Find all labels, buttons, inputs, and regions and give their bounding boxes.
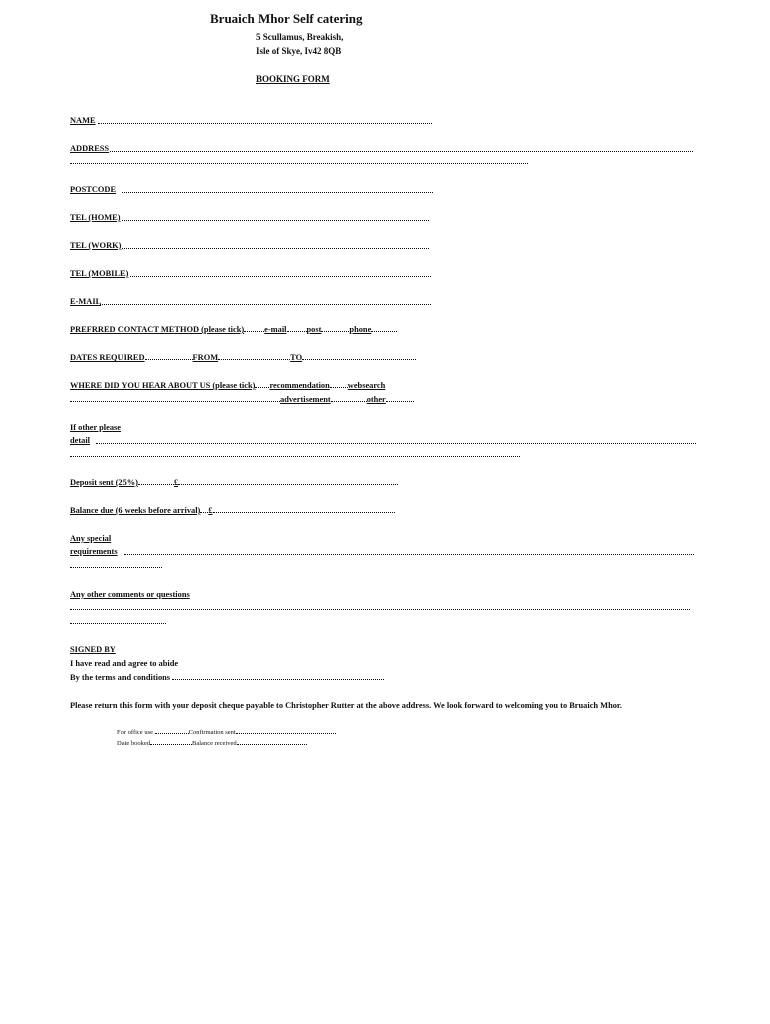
balance-received-label: Balance received [192,740,237,747]
contact-post-tick[interactable] [287,325,307,332]
hear-websearch-option: websearch [347,381,386,390]
date-booked-label: Date booked [117,740,151,747]
return-instructions: Please return this form with your deposit cheque payable to Christopher Rutter at the above address. We look forward to welcoming you to Bruaich Mhor. [70,701,622,710]
tel-mobile-label: TEL (MOBILE) [70,269,129,278]
dates-from-input[interactable] [218,353,290,360]
deposit-label: Deposit sent (25%) [70,478,138,487]
office-use-input[interactable] [155,729,189,734]
balance-label: Balance due (6 weeks before arrival) [70,506,201,515]
comments-input-line-2[interactable] [70,623,166,624]
office-row-1 [117,729,336,736]
deposit-amount-input[interactable] [178,478,398,485]
hear-advertisement-option: advertisement [280,395,331,404]
agree-line-2: By the terms and conditions [70,673,171,682]
hear-recommendation-tick[interactable] [255,381,269,388]
postcode-label: POSTCODE [70,185,117,194]
special-label-2: requirements [70,547,118,556]
hear-advertisement-tick[interactable] [70,395,280,402]
agree-row [70,673,384,682]
contact-method-label: PREFRRED CONTACT METHOD (please tick) [70,325,245,334]
if-other-input-line-1[interactable] [96,443,696,444]
hear-other-tick[interactable] [331,395,367,402]
deposit-row [70,478,398,487]
special-input-line-2[interactable] [70,567,162,568]
confirmation-sent-input[interactable] [236,729,336,734]
contact-email-option: e-mail [264,325,287,334]
confirmation-sent-label: Confirmation sent [188,729,236,736]
dates-from-label: FROM [192,353,219,362]
hear-about-row-2 [70,395,414,404]
balance-received-input[interactable] [237,740,307,745]
contact-post-option: post [306,325,322,334]
hear-other-option: other [366,395,386,404]
tel-home-label: TEL (HOME) [70,213,121,222]
name-label: NAME [70,116,96,125]
postcode-input-line[interactable] [122,192,433,193]
address-input-line-1[interactable] [110,151,693,152]
form-title: BOOKING FORM [256,74,330,84]
address-label: ADDRESS [70,144,110,153]
name-input-line[interactable] [98,123,432,124]
if-other-label-1: If other please [70,423,122,432]
special-input-line-1[interactable] [124,554,694,555]
hear-about-label: WHERE DID YOU HEAR ABOUT US (please tick) [70,381,256,390]
comments-input-line-1[interactable] [70,609,690,610]
address-input-line-2[interactable] [70,163,528,164]
hear-recommendation-option: recommendation [269,381,330,390]
office-use-label: For office use [117,729,153,736]
if-other-input-line-2[interactable] [70,456,520,457]
agree-line-1: I have read and agree to abide [70,659,179,668]
dates-to-label: TO [290,353,303,362]
dates-required-input[interactable] [145,353,193,360]
hear-trailing-line[interactable] [386,395,414,402]
special-label-1: Any special [70,534,112,543]
deposit-currency: £ [173,478,179,487]
contact-trailing-line[interactable] [371,325,397,332]
dates-required-label: DATES REQUIRED [70,353,145,362]
office-row-2 [117,740,307,747]
signed-by-label: SIGNED BY [70,645,116,654]
contact-email-tick[interactable] [244,325,264,332]
comments-label: Any other comments or questions [70,590,190,599]
balance-currency: £ [208,506,213,515]
balance-amount-input[interactable] [213,506,395,513]
balance-row [70,506,395,515]
contact-phone-option: phone [349,325,372,334]
hear-websearch-tick[interactable] [330,381,348,388]
dates-to-input[interactable] [302,353,416,360]
contact-phone-tick[interactable] [321,325,349,332]
date-booked-input[interactable] [150,740,192,745]
deposit-date-input[interactable] [138,478,174,485]
tel-mobile-input-line[interactable] [130,276,431,277]
contact-method-row [70,325,397,334]
address-line-1: 5 Scullamus, Breakish, [256,32,344,42]
email-input-line[interactable] [100,304,431,305]
email-label: E-MAIL [70,297,102,306]
address-line-2: Isle of Skye, Iv42 8QB [256,46,342,56]
dates-required-row [70,353,416,362]
tel-work-input-line[interactable] [122,248,429,249]
signature-input[interactable] [172,673,384,680]
if-other-label-2: detail [70,436,91,445]
business-title: Bruaich Mhor Self catering [210,11,363,26]
tel-home-input-line[interactable] [122,220,429,221]
hear-about-row [70,381,385,390]
tel-work-label: TEL (WORK) [70,241,122,250]
